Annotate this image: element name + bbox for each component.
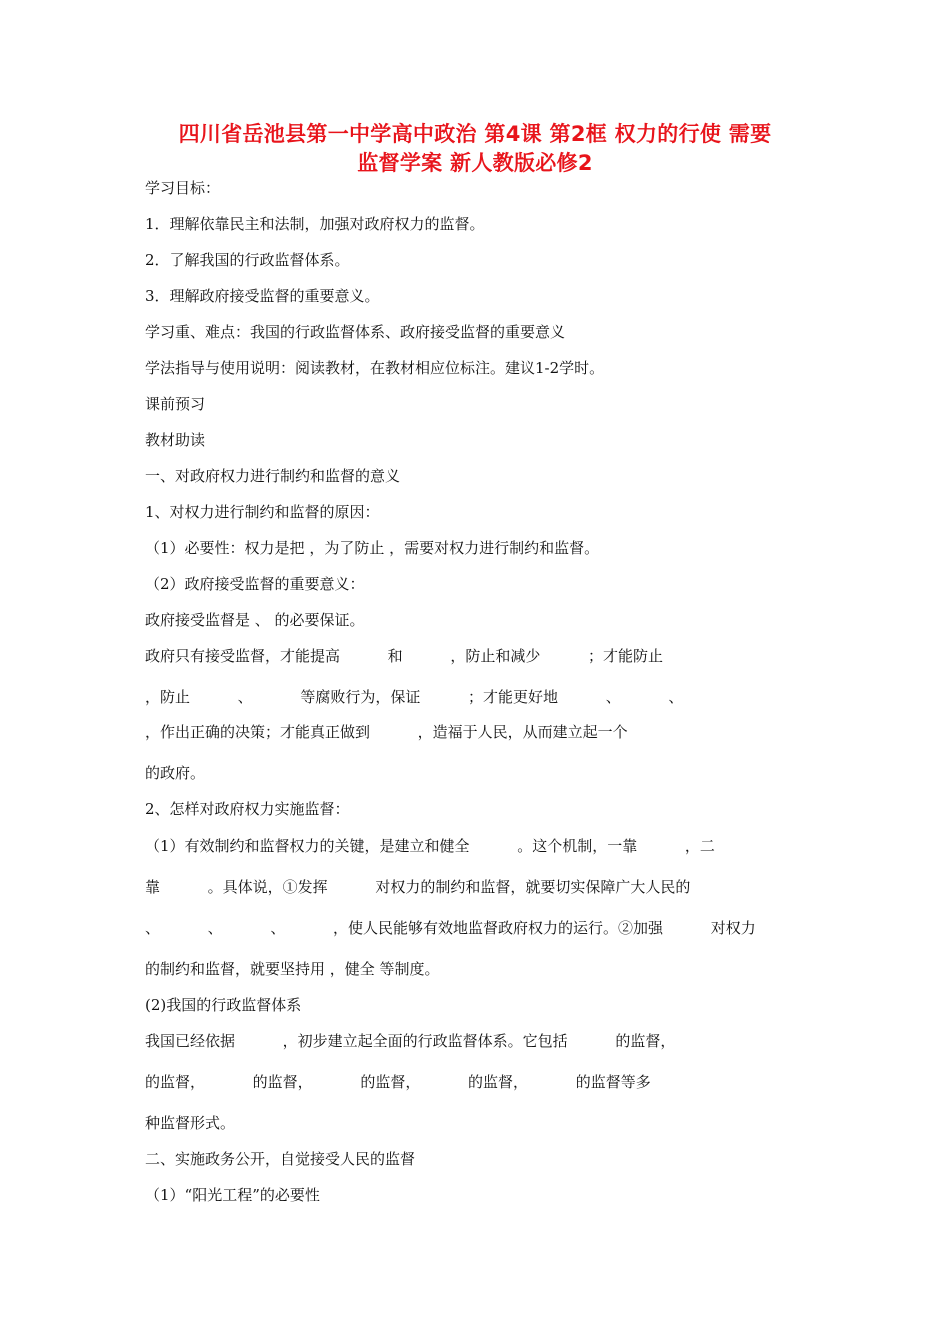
title-line-2: 监督学案 新人教版必修2: [357, 151, 593, 175]
title-line-1: 四川省岳池县第一中学高中政治 第4课 第2框 权力的行使 需要: [178, 122, 772, 146]
fill-decision-line: ，作出正确的决策；才能真正做到 ，造福于人民，从而建立起一个: [145, 723, 628, 741]
subsection-1-1: 1、对权力进行制约和监督的原因：: [145, 503, 380, 521]
fill-rely-line: 靠 。具体说，①发挥 对权力的制约和监督，就要切实保障广大人民的: [145, 878, 691, 896]
goal-1: 1．理解依靠民主和法制，加强对政府权力的监督。: [145, 215, 485, 233]
fill-prevent-line: ，防止 、 等腐败行为，保证 ；才能更好地 、 、: [145, 688, 684, 706]
study-guide: 学法指导与使用说明：阅读教材，在教材相应位标注。建议1-2学时。: [145, 359, 605, 377]
subsection-importance: （2）政府接受监督的重要意义：: [145, 575, 365, 593]
subsection-admin-supervision: (2)我国的行政监督体系: [145, 996, 302, 1014]
goal-3: 3．理解政府接受监督的重要意义。: [145, 287, 380, 305]
sunshine-project-heading: （1）“阳光工程”的必要性: [145, 1186, 320, 1204]
goal-2: 2．了解我国的行政监督体系。: [145, 251, 350, 269]
fill-system-line: 的制约和监督，就要坚持用 ，健全 等制度。: [145, 960, 440, 978]
fill-rights-line: 、 、 、 ，使人民能够有效地监督政府权力的运行。②加强 对权力: [145, 919, 756, 937]
key-points: 学习重、难点：我国的行政监督体系、政府接受监督的重要意义: [145, 323, 566, 341]
fill-necessity: （1）必要性：权力是把 ，为了防止 ，需要对权力进行制约和监督。: [145, 539, 600, 557]
fill-forms-line: 种监督形式。: [145, 1114, 236, 1132]
preview-heading: 课前预习: [145, 395, 206, 413]
subsection-1-2: 2、怎样对政府权力实施监督：: [145, 800, 350, 818]
document-title: [140, 120, 810, 178]
textbook-reading-heading: 教材助读: [145, 431, 206, 449]
section-1-heading: 一、对政府权力进行制约和监督的意义: [145, 467, 401, 485]
learning-goals-heading: 学习目标：: [145, 179, 221, 197]
fill-basis-line: 我国已经依据 ，初步建立起全面的行政监督体系。它包括 的监督，: [145, 1032, 676, 1050]
fill-guarantee: 政府接受监督是 、 的必要保证。: [145, 611, 365, 629]
fill-improve-line: 政府只有接受监督，才能提高 和 ，防止和减少 ；才能防止: [145, 647, 664, 665]
fill-mechanism-line: （1）有效制约和监督权力的关键，是建立和健全 。这个机制，一靠 ，二: [145, 837, 715, 855]
section-2-heading: 二、实施政务公开，自觉接受人民的监督: [145, 1150, 416, 1168]
fill-government-line: 的政府。: [145, 764, 206, 782]
fill-supervision-types-line: 的监督， 的监督， 的监督， 的监督， 的监督等多: [145, 1073, 651, 1091]
